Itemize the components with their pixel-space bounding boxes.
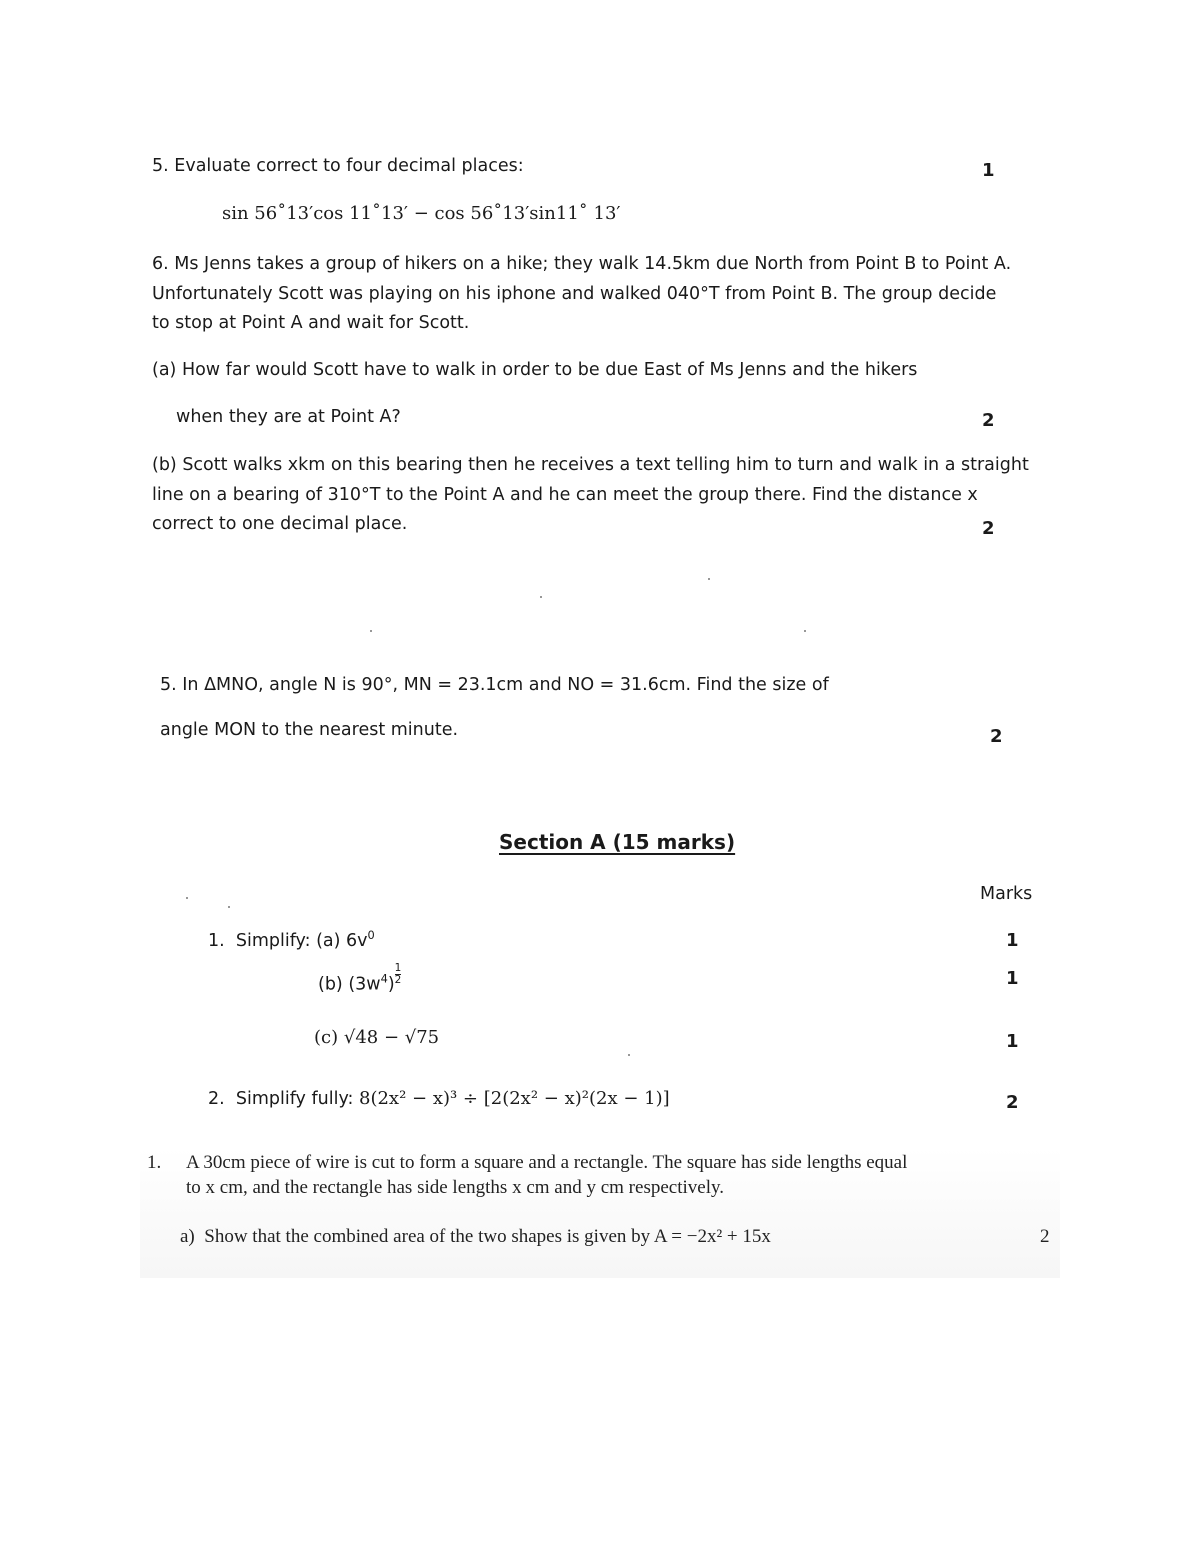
question-1c: (c) √48 − √75 (314, 1027, 440, 1048)
scan-speck (628, 1054, 630, 1056)
question-number: 6. (152, 254, 169, 274)
question-6b-line-2: line on a bearing of 310°T to the Point A and he can meet the group there. Find the distance x (152, 485, 978, 505)
question-2-simplify: 2. Simplify fully: 8(2x² − x)³ ÷ [2(2x² − x)²(2x − 1)] (208, 1088, 670, 1109)
question-5-triangle-line-1: 5. In ΔMNO, angle N is 90°, MN = 23.1cm and NO = 31.6cm. Find the size of (160, 675, 829, 695)
question-1-wire-line-1: A 30cm piece of wire is cut to form a square and a rectangle. The square has side lengths equal (186, 1152, 908, 1173)
marks-value: 2 (982, 518, 995, 539)
question-number: 5. (152, 156, 169, 176)
question-5-triangle-line-2: angle MON to the nearest minute. (160, 720, 459, 740)
question-6-text-line-3: to stop at Point A and wait for Scott. (152, 313, 470, 333)
question-number: 1. (208, 930, 225, 951)
question-1-wire-line-2: to x cm, and the rectangle has side lengths x cm and y cm respectively. (186, 1177, 724, 1198)
marks-value: 2 (982, 410, 995, 431)
scan-speck (186, 897, 188, 899)
question-6b-line-1: (b) Scott walks xkm on this bearing then he receives a text telling him to turn and walk in a straight (152, 455, 1029, 475)
scan-speck (228, 906, 230, 908)
marks-value: 1 (1006, 930, 1019, 951)
question-1-wire-number: 1. (147, 1152, 162, 1173)
trig-expression: sin 56˚13′cos 11˚13′ − cos 56˚13′sin11˚ 13′ (222, 203, 621, 224)
question-number: 2. (208, 1089, 225, 1109)
marks-value: 1 (1006, 1031, 1019, 1052)
marks-value: 2 (1006, 1092, 1019, 1113)
algebra-expression: 8(2x² − x)³ ÷ [2(2x² − x)²(2x − 1)] (359, 1088, 670, 1109)
question-text: Evaluate correct to four decimal places: (174, 156, 524, 176)
marks-value: 2 (990, 726, 1003, 747)
question-1a-wire: a) Show that the combined area of the two shapes is given by A = −2x² + 15x (180, 1226, 771, 1247)
marks-column-label: Marks (980, 884, 1033, 904)
question-5-evaluate (152, 156, 524, 176)
fraction-exponent: $\frac{1}{2}$ (394, 962, 402, 986)
scan-speck (540, 596, 542, 598)
section-heading: Section A (15 marks) (499, 830, 736, 854)
question-1b: (b) $(3w^4)$ $\frac{1}{2}$ (318, 962, 402, 995)
question-1-simplify: 1. Simplify: (a) $6v^0$ (208, 928, 375, 951)
question-6b-line-3: correct to one decimal place. (152, 514, 408, 534)
scan-speck (804, 630, 806, 632)
question-6-text-line-2: Unfortunately Scott was playing on his iphone and walked 040°T from Point B. The group decide (152, 284, 997, 304)
marks-value: 1 (982, 160, 995, 181)
marks-value: 1 (1006, 968, 1019, 989)
scan-speck (708, 578, 710, 580)
question-6a-line-2: when they are at Point A? (176, 407, 401, 427)
marks-value: 2 (1040, 1226, 1050, 1247)
scan-speck (370, 630, 372, 632)
question-6a-line-1: (a) How far would Scott have to walk in order to be due East of Ms Jenns and the hikers (152, 360, 918, 380)
question-6-text-line-1: 6. Ms Jenns takes a group of hikers on a hike; they walk 14.5km due North from Point B to Point A. (152, 254, 1012, 274)
